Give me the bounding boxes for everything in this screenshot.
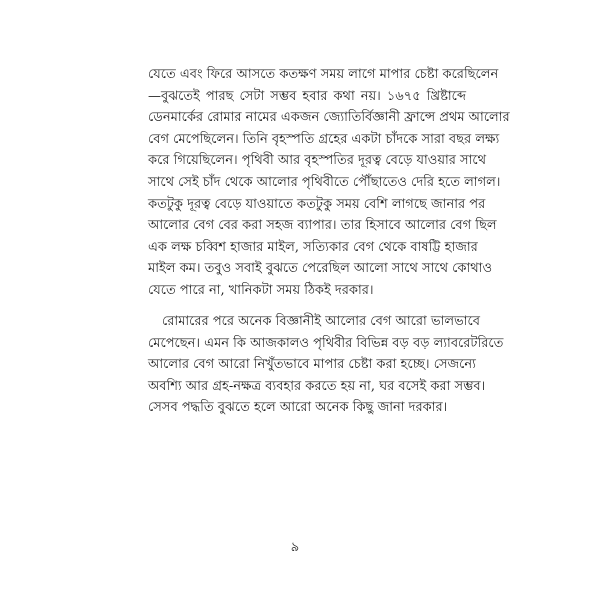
text-line: কতটুকু দূরত্ব বেড়ে যাওয়াতে কতটুকু সময় বেশি লাগছে জানার পর: [148, 196, 486, 212]
text-line: আলোর বেগ আরো নিখুঁতভাবে মাপার চেষ্টা করা হচ্ছে। সেজন্যে: [148, 357, 476, 373]
text-line: আলোর বেগ বের করা সহজ ব্যাপার। তার হিসাবে আলোর বেগ ছিল: [148, 218, 497, 234]
text-line: করে গিয়েছিলেন। পৃথিবী আর বৃহস্পতির দূরত্ব বেড়ে যাওয়ার সাথে: [148, 153, 487, 169]
text-line: এক লক্ষ চব্বিশ হাজার মাইল, সত্যিকার বেগ থেকে বাষট্টি হাজার: [148, 239, 478, 255]
page-number: ৯: [290, 540, 300, 555]
paragraph-2: [148, 311, 504, 419]
text-line: —বুঝতেই পারছ সেটা সম্ভব হবার কথা নয়। ১৬৭৫ খ্রিষ্টাব্দে: [148, 88, 466, 104]
text-line: মাইল কম। তবুও সবাই বুঝতে পেরেছিল আলো সাথে সাথে কোথাও: [148, 261, 493, 277]
text-line: ডেনমার্কের রোমার নামের একজন জ্যোতির্বিজ্ঞানী ফ্রান্সে প্রথম আলোর: [148, 110, 510, 126]
text-line: যেতে এবং ফিরে আসতে কতক্ষণ সময় লাগে মাপার চেষ্টা করেছিলেন: [148, 67, 499, 82]
text-line: বেগ মেপেছিলেন। তিনি বৃহস্পতি গ্রহের একটা চাঁদকে সারা বছর লক্ষ্য: [148, 131, 500, 147]
text-line: অবশ্যি আর গ্রহ-নক্ষত্র ব্যবহার করতে হয় না, ঘর বসেই করা সম্ভব।: [148, 378, 486, 394]
text-line: সেসব পদ্ধতি বুঝতে হলে আরো অনেক কিছু জানা দরকার।: [148, 400, 448, 416]
text-line: রোমারের পরে অনেক বিজ্ঞানীই আলোর বেগ আরো ভালভাবে: [162, 314, 480, 329]
paragraph-1: [148, 64, 510, 302]
text-line: যেতে পারে না, খানিকটা সময় ঠিকই দরকার।: [148, 282, 374, 298]
text-line: সাথে সেই চাঁদ থেকে আলোর পৃথিবীতে পৌঁছাতেও দেরি হতে লাগল।: [148, 174, 501, 190]
text-line: মেপেছেন। এমন কি আজকালও পৃথিবীর বিভিন্ন বড় বড় ল্যাবরেটরিতে: [148, 335, 504, 351]
